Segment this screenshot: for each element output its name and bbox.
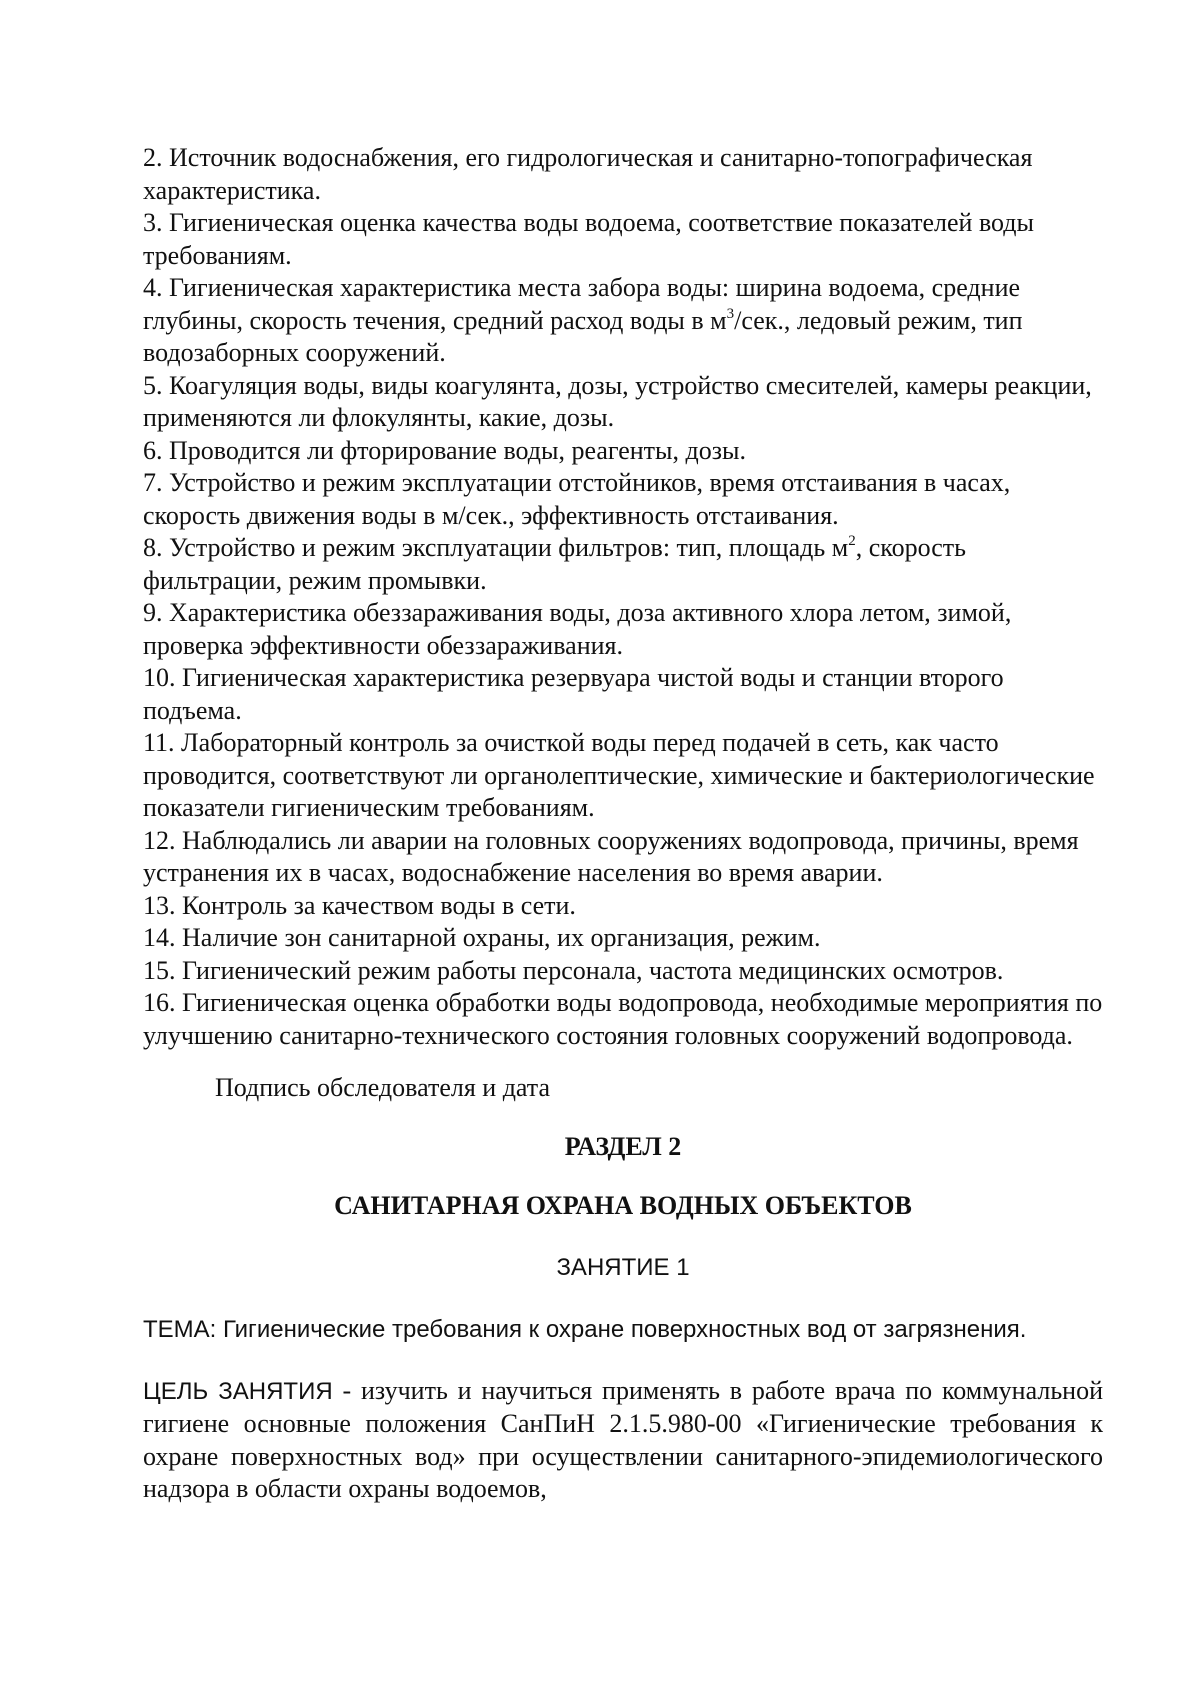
list-item: 14. Наличие зон санитарной охраны, их организация, режим. (143, 923, 821, 952)
list-item: 2. Источник водоснабжения, его гидрологическая и санитарно-топографическая характеристика. (143, 143, 1033, 205)
list-item (143, 272, 1103, 370)
list-item: 6. Проводится ли фторирование воды, реагенты, дозы. (143, 435, 746, 465)
goal-label: ЦЕЛЬ ЗАНЯТИЯ (143, 1377, 333, 1405)
list-item-text: 4. Гигиеническая характеристика места забора воды: ширина водоема, средние глубины, скорость течения, средний расход воды в м (143, 273, 1021, 335)
list-item: 5. Коагуляция воды, виды коагулянта, дозы, устройство смесителей, камеры реакции, применяются ли флокулянты, какие, дозы. (143, 370, 1092, 432)
list-item: 11. Лабораторный контроль за очисткой воды перед подачей в сеть, как часто проводится, соответствуют ли органолептические, химические и бактериологические показатели гигиеническим требованиям. (143, 728, 1095, 822)
list-item (143, 532, 1103, 597)
list-item: 10. Гигиеническая характеристика резервуара чистой воды и станции второго подъема. (143, 663, 1004, 725)
list-item: 16. Гигиеническая оценка обработки воды водопровода, необходимые мероприятия по улучшению санитарно-технического состояния головных сооружений водопровода. (143, 988, 1103, 1050)
list-item: 15. Гигиенический режим работы персонала, частота медицинских осмотров. (143, 955, 1004, 985)
document-page (143, 142, 1103, 1506)
list-item: 12. Наблюдались ли аварии на головных сооружениях водопровода, причины, время устранения их в часах, водоснабжение населения во время аварии. (143, 825, 1079, 887)
goal-paragraph (143, 1375, 1103, 1506)
goal-text: - изучить и научиться применять в работе врача по коммунальной гигиене основные положения СанПиН 2.1.5.980-00 «Гигиенические требования к охране поверхностных вод» при осуществлении санитарного-эпидемиологического надзора в области охраны водоемов, (143, 1375, 1104, 1503)
checklist (143, 142, 1103, 1052)
signature-line: Подпись обследователя и дата (215, 1073, 551, 1102)
section-title: САНИТАРНАЯ ОХРАНА ВОДНЫХ ОБЪЕКТОВ (334, 1191, 912, 1220)
lesson-heading: ЗАНЯТИЕ 1 (556, 1253, 690, 1281)
list-item-text: /сек., ледовый режим, тип водозаборных сооружений. (143, 305, 1023, 367)
topic-line: ТЕМА: Гигиенические требования к охране поверхностных вод от загрязнения. (143, 1316, 1027, 1343)
list-item: 9. Характеристика обеззараживания воды, доза активного хлора летом, зимой, проверка эффективности обеззараживания. (143, 598, 1012, 660)
list-item: 7. Устройство и режим эксплуатации отстойников, время отстаивания в часах, скорость движения воды в м/сек., эффективность отстаивания. (143, 468, 1011, 530)
list-item-text: , скорость фильтрации, режим промывки. (143, 533, 966, 595)
section-heading: РАЗДЕЛ 2 (564, 1131, 682, 1161)
list-item: 3. Гигиеническая оценка качества воды водоема, соответствие показателей воды требованиям. (143, 208, 1035, 270)
superscript: 2 (848, 533, 856, 549)
superscript: 3 (726, 305, 735, 322)
list-item-text: 8. Устройство и режим эксплуатации фильтров: тип, площадь м (143, 533, 849, 562)
list-item: 13. Контроль за качеством воды в сети. (143, 890, 576, 920)
